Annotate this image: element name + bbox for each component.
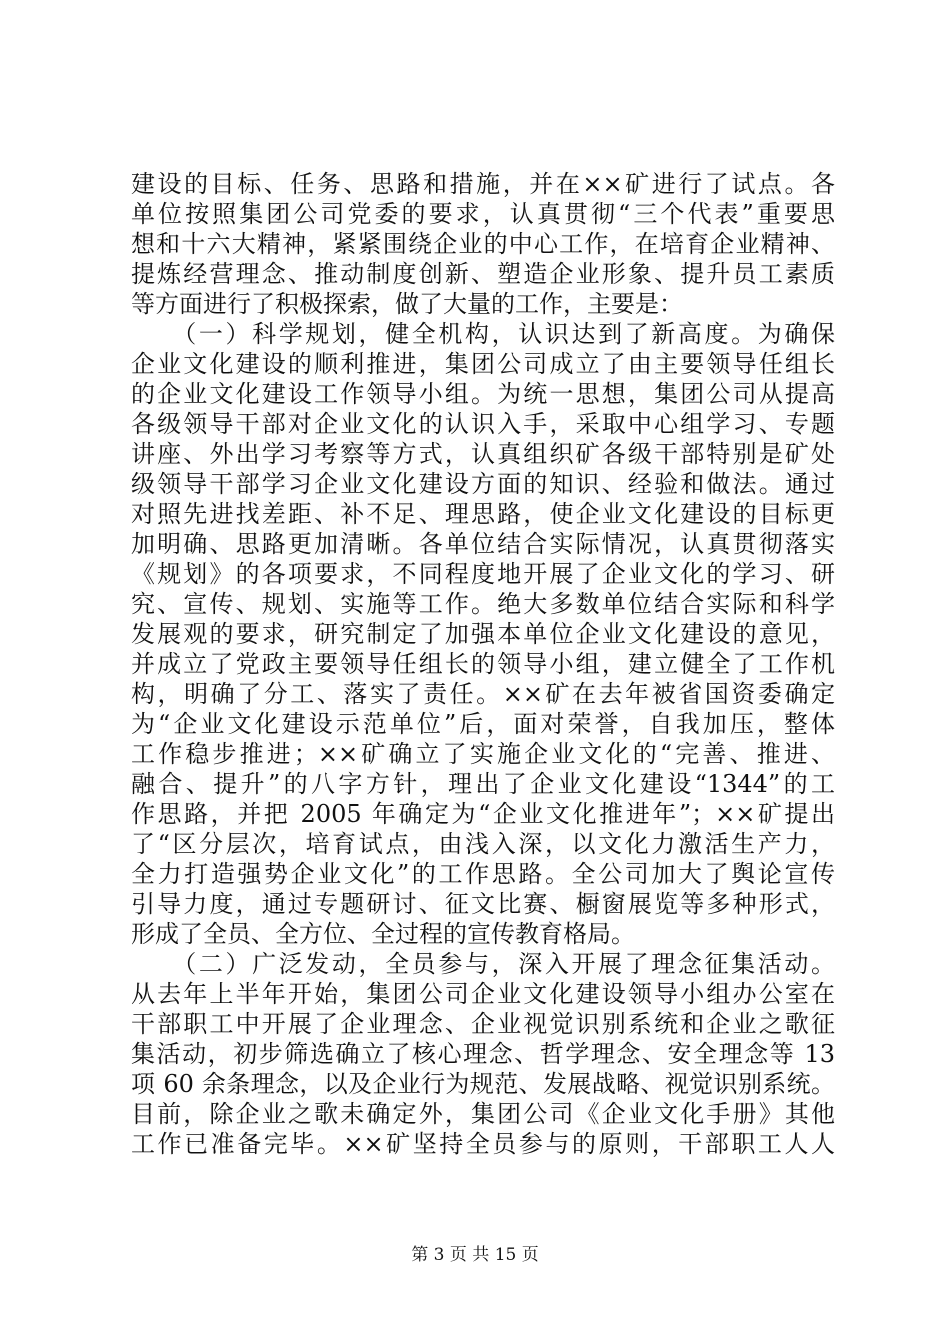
text-line: 构，明确了分工、落实了责任。××矿在去年被省国资委确定 (131, 680, 835, 708)
text-line: 从去年上半年开始，集团公司企业文化建设领导小组办公室在 (131, 980, 835, 1008)
page-footer (0, 1243, 950, 1267)
text-line: 引导力度，通过专题研讨、征文比赛、橱窗展览等多种形式， (131, 890, 835, 918)
text-line: 工作已准备完毕。××矿坚持全员参与的原则，干部职工人人 (131, 1130, 835, 1158)
text-line: 集活动，初步筛选确立了核心理念、哲学理念、安全理念等 13 (131, 1040, 835, 1068)
text-line: （二）广泛发动，全员参与，深入开展了理念征集活动。 (131, 950, 835, 978)
text-line: 级领导干部学习企业文化建设方面的知识、经验和做法。通过 (131, 470, 835, 498)
text-line: 发展观的要求，研究制定了加强本单位企业文化建设的意见， (131, 620, 835, 648)
text-line: 加明确、思路更加清晰。各单位结合实际情况，认真贯彻落实 (131, 530, 835, 558)
text-line: 建设的目标、任务、思路和措施，并在××矿进行了试点。各 (131, 170, 835, 198)
page-number: 第 3 页 共 15 页 (411, 1245, 539, 1265)
text-line: 的企业文化建设工作领导小组。为统一思想，集团公司从提高 (131, 380, 835, 408)
text-line: 为“企业文化建设示范单位”后，面对荣誉，自我加压，整体 (131, 710, 835, 738)
text-line: 讲座、外出学习考察等方式，认真组织矿各级干部特别是矿处 (131, 440, 835, 468)
text-line: 项 60 余条理念，以及企业行为规范、发展战略、视觉识别系统。 (131, 1070, 835, 1098)
text-line: 究、宣传、规划、实施等工作。绝大多数单位结合实际和科学 (131, 590, 835, 618)
text-line: 干部职工中开展了企业理念、企业视觉识别系统和企业之歌征 (131, 1010, 835, 1038)
text-line: 全力打造强势企业文化”的工作思路。全公司加大了舆论宣传 (131, 860, 835, 888)
text-line: 等方面进行了积极探索，做了大量的工作，主要是： (131, 290, 683, 318)
text-line: 融合、提升”的八字方针，理出了企业文化建设“1344”的工 (131, 770, 835, 798)
document-body (131, 169, 835, 1159)
text-line: 对照先进找差距、补不足、理思路，使企业文化建设的目标更 (131, 500, 835, 528)
text-line: 《规划》的各项要求，不同程度地开展了企业文化的学习、研 (131, 560, 835, 588)
text-line: 想和十六大精神，紧紧围绕企业的中心工作，在培育企业精神、 (131, 230, 835, 258)
text-line: （一）科学规划，健全机构，认识达到了新高度。为确保 (131, 320, 835, 348)
text-line: 目前，除企业之歌未确定外，集团公司《企业文化手册》其他 (131, 1100, 835, 1128)
text-line: 企业文化建设的顺利推进，集团公司成立了由主要领导任组长 (131, 350, 835, 378)
text-line: 并成立了党政主要领导任组长的领导小组，建立健全了工作机 (131, 650, 835, 678)
text-line: 了“区分层次，培育试点，由浅入深，以文化力激活生产力， (131, 830, 835, 858)
text-line: 作思路，并把 2005 年确定为“企业文化推进年”；××矿提出 (131, 800, 835, 828)
text-line: 工作稳步推进；××矿确立了实施企业文化的“完善、推进、 (131, 740, 835, 768)
text-line: 提炼经营理念、推动制度创新、塑造企业形象、提升员工素质 (131, 260, 835, 288)
text-line: 各级领导干部对企业文化的认识入手，采取中心组学习、专题 (131, 410, 835, 438)
text-line: 形成了全员、全方位、全过程的宣传教育格局。 (131, 920, 635, 948)
text-line: 单位按照集团公司党委的要求，认真贯彻“三个代表”重要思 (131, 200, 835, 228)
